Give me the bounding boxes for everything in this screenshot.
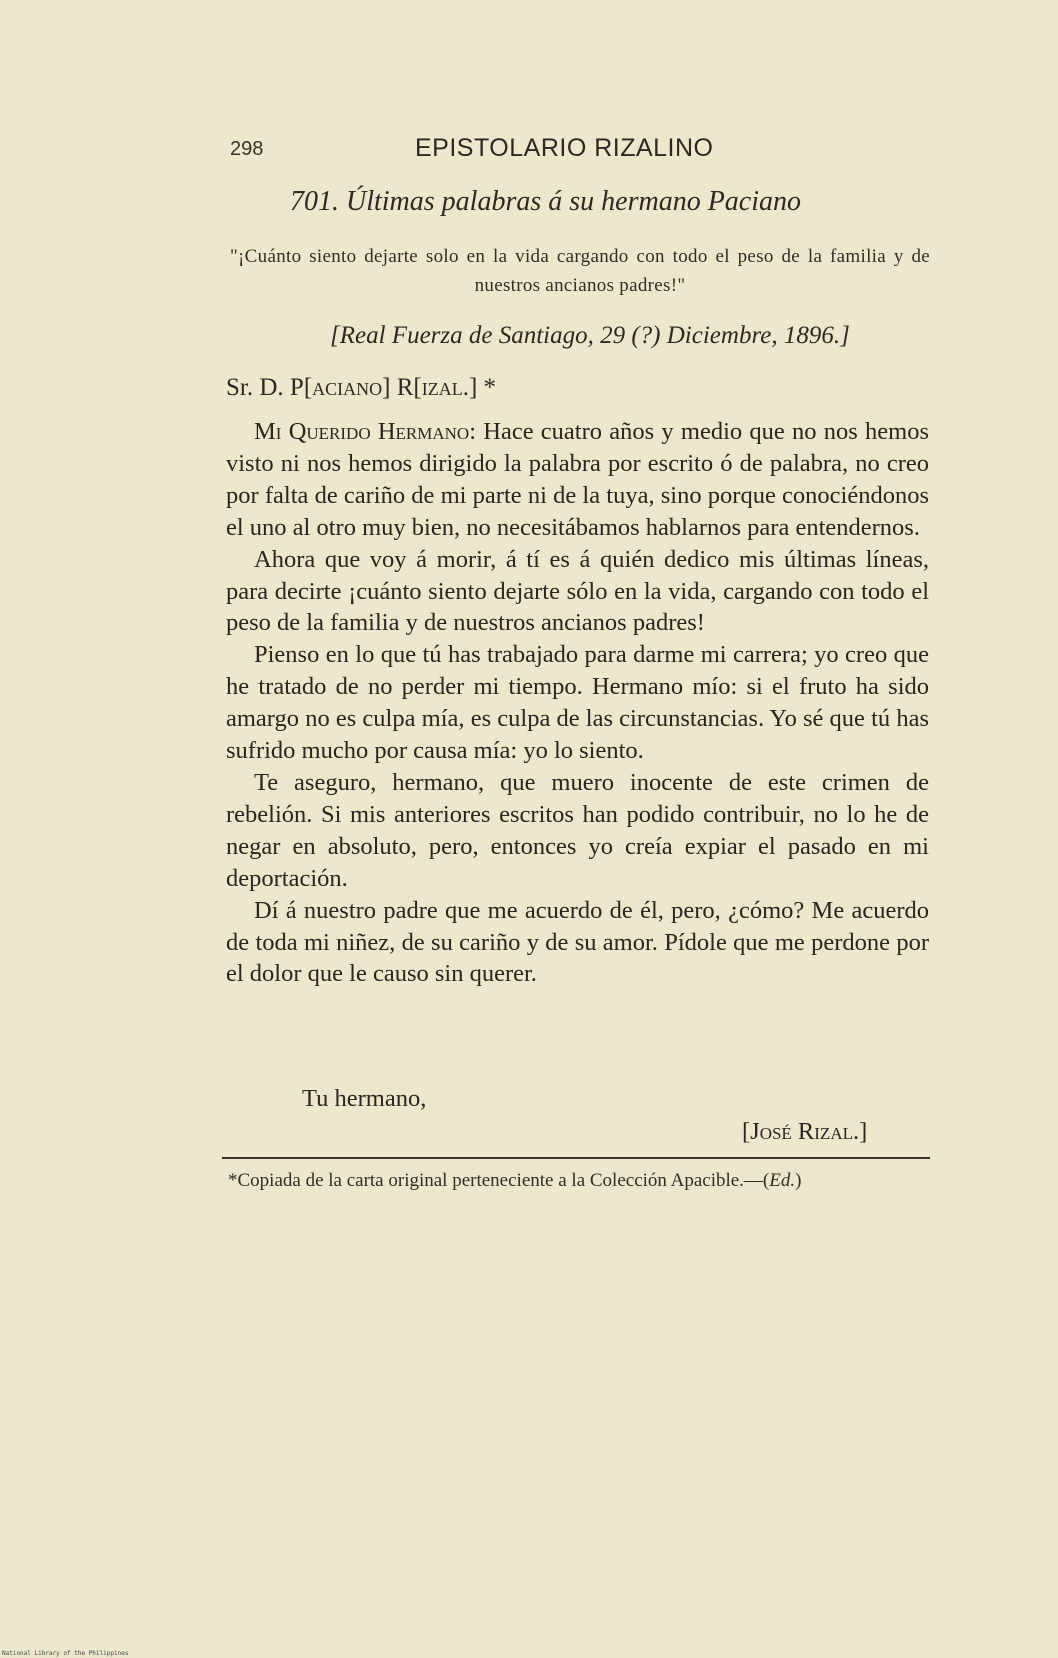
paragraph-2: Ahora que voy á morir, á tí es á quién dedico mis últimas líneas, para decirte ¡cuánto siento dejarte sólo en la vida, cargando con todo el peso de la familia y de nuestros ancianos padres! — [226, 545, 929, 637]
page-number: 298 — [230, 138, 264, 160]
paragraph-4: Te aseguro, hermano, que muero inocente de este crimen de rebelión. Si mis anteriores escritos han podido contribuir, no lo he de negar en absoluto, pero, entonces yo creía expiar el pasado en mi deportación. — [226, 768, 929, 892]
footnote-text: *Copiada de la carta original perteneciente a la Colección Apacible.—( — [228, 1170, 770, 1191]
footnote-divider — [222, 1157, 930, 1159]
paragraph-1 — [226, 416, 929, 544]
letter-body — [226, 416, 929, 990]
footnote-end: ) — [795, 1170, 802, 1191]
paragraph-5: Dí á nuestro padre que me acuerdo de él, pero, ¿cómo? Me acuerdo de toda mi niñez, de su cariño y de su amor. Pídole que me perdone por el dolor que le causo sin querer. — [226, 896, 929, 988]
signature: [José Rizal.] — [742, 1118, 868, 1145]
place-date: [Real Fuerza de Santiago, 29 (?) Diciembre, 1896.] — [330, 322, 850, 349]
paragraph-1-text: : Hace cuatro años y medio que no nos hemos visto ni nos hemos dirigido la palabra por escrito ó de palabra, no creo por falta de cariño de mi parte ni de la tuya, sino porque conociéndonos el uno al otro muy bien, no necesitábamos hablarnos para entendernos. — [226, 418, 929, 541]
letter-title: 701. Últimas palabras á su hermano Paciano — [290, 186, 801, 217]
opening-address: Mi Querido Hermano — [254, 418, 470, 445]
footnote — [228, 1170, 938, 1192]
salutation-first-rest: [aciano] — [303, 374, 391, 401]
paragraph-3: Pienso en lo que tú has trabajado para darme mi carrera; yo creo que he tratado de no perder mi tiempo. Hermano mío: si el fruto ha sido amargo no es culpa mía, es culpa de las circunstancias. Yo sé que tú has sufrido mucho por causa mía: yo lo siento. — [226, 641, 929, 765]
salutation-last-rest: [izal.] — [413, 374, 478, 401]
closing: Tu hermano, — [302, 1085, 427, 1112]
running-head — [230, 134, 910, 168]
footnote-editor: Ed. — [769, 1170, 796, 1191]
salutation-prefix: Sr. D. P — [226, 374, 304, 401]
epigraph: "¡Cuánto siento dejarte solo en la vida cargando con todo el peso de la familia y de nuestros ancianos padres!" — [230, 246, 930, 296]
salutation-mid: R — [390, 374, 414, 401]
salutation — [226, 374, 926, 402]
running-title: EPISTOLARIO RIZALINO — [415, 134, 714, 162]
library-stamp: National Library of the Philippines — [2, 1650, 129, 1657]
footnote-marker: * — [477, 374, 497, 401]
